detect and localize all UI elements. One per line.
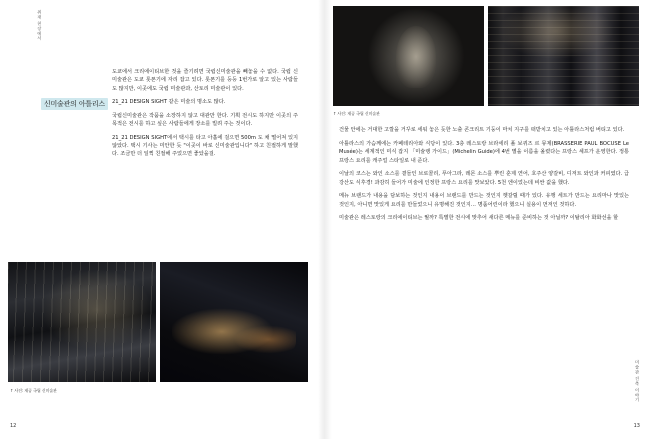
section-label [18,98,108,110]
paragraph: 미술관은 레스토랑의 크리에이티브는 뭘까? 특별한 전시에 맞추어 새다른 메뉴를 준비하는 것 아닐까? 이탈리아 화화선을 할 [339,215,619,222]
photo-tunnel-image [333,6,484,106]
photo-atrium-icon [488,6,639,106]
section-label-text: 신미술관의 아틀리스 [41,98,108,110]
photo-night-icon [160,262,308,382]
running-head-left: 취재 현장에서 [37,10,43,41]
left-photo-row [8,262,308,382]
paragraph: 아틀라스의 가슴께에는 카페테리아와 식당이 있다. 3층 레스토랑 브라세리 폴 보퀴즈 르 뮤제(BRASSERIE PAUL BOCUSE Le Musée)는 세계적인 미식 잡지 「미슐랭 가이드」(Michelin Guide)에 4번 별을 이름을 올렸다는 프랑스 셰프가 운영한다. 정통 프랑스 요리를 캐주얼 스타일로 내 준다. [339,140,629,164]
paragraph: 건물 안에는 거대한 고깔을 거꾸로 세워 놓은 듯한 노출 콘크리트 기둥이 마치 지구를 떠받치고 있는 아틀라스처럼 버티고 있다. [339,127,625,133]
paragraph: 국립신미술관은 작품을 소장하지 않고 대관만 한다. 기획 전시도 하지만 이곳의 주목적은 전시를 하고 싶은 사람들에게 장소를 빌려 주는 것이다. [112,112,298,128]
right-photo-row [333,6,639,106]
paragraph: 21_21 DESIGN SIGHT 같은 미술의 명소도 많다. [112,99,226,106]
left-photo-caption: ↑ 사진: 제공 국립 신미술관 [10,388,57,393]
paragraph: 도쿄에서 크리에이티브한 것을 즐기려면 국립신미술관을 빼놓을 수 없다. 국립 신미술관은 도쿄 롯폰기에 자리 잡고 있다. 롯폰기를 등등 1번가로 알고 있는 사람들도 많지만, 이곳에도 국립 미술관과, 산토리 미술관이 있다. [112,69,298,92]
photo-tunnel-icon [333,6,484,106]
running-head-right: 미술관 건축 이야기 [635,360,640,403]
photo-night-image [160,262,308,382]
folio-left: 12 [10,423,17,429]
photo-atrium-image [488,6,639,106]
paragraph: 21_21 DESIGN SIGHT에서 택시를 타고 아홉에 걸으면 500m 도 채 떨어져 있지 않았다. 택시 기사는 미안한 듯 "이곳이 바로 신미술관입니다" 하고 친절하게 말했다. 조금만 더 일찍 친절해 주었으면 좋았을걸. [112,134,298,158]
photo-lobby-icon [8,262,156,382]
paragraph: 메뉴 브랜드가 내용을 담보하는 것인지 내용이 브랜드를 만드는 것인지 헷갈릴 때가 있다. 유행 세트가 만드는 요리마나 맛있는 것인지, 아니면 맛있게 요리를 만들었으니 유명해진 것인지… 명품어린이라 했으니 실용이 먼저인 것하다. [339,193,629,208]
paragraph: 이날의 코스는 와인 소스를 곁들인 브로콜리, 푸아그라, 레몬 소스를 뿌린 훈제 연어, 호주산 양갈비, 디저트 와인과 커피였다. 급 강산도 식후경! 과감히 들어가 미술에 인정한 프랑스 요리를 맛보았다. 5천 엔이었는데 비싼 값을 했다. [339,171,629,186]
photo-lobby-image [8,262,156,382]
right-page [325,0,650,439]
folio-right: 13 [633,423,640,429]
left-body-text [112,68,298,164]
right-body-text [339,126,629,228]
right-photo-caption: ↑ 사진: 제공 국립 신미술관 [333,111,380,116]
